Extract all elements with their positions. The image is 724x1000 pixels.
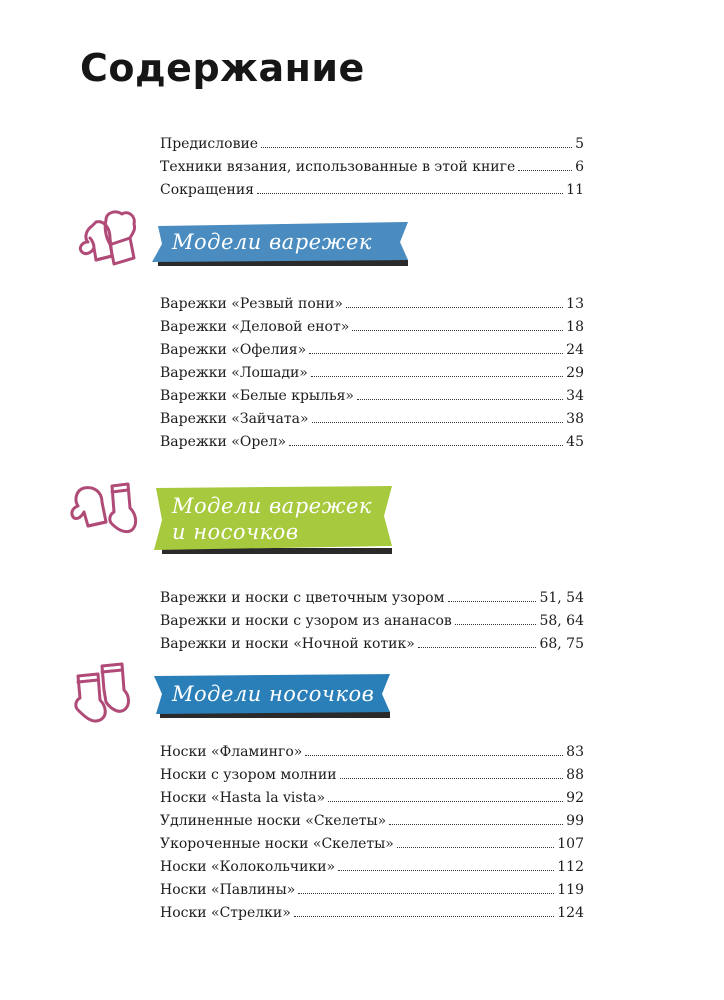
toc-entry-title: Варежки «Белые крылья» [160,388,354,404]
dot-leader [257,193,563,194]
toc-entry-title: Варежки и носки «Ночной котик» [160,636,415,652]
toc-entry-title: Варежки «Орел» [160,434,287,450]
section-banner-mittens-and-socks [152,486,392,554]
toc-intro-list [160,133,584,202]
toc-entry-title: Носки «Колокольчики» [160,859,336,875]
toc-entry[interactable] [160,856,584,879]
page-title: Содержание [80,46,365,90]
toc-entry-title: Варежки и носки с цветочным узором [160,590,445,606]
toc-entry[interactable] [160,741,584,764]
toc-entry-page: 13 [566,296,584,312]
dot-leader [518,170,572,171]
toc-entry-title: Предисловие [160,136,259,152]
toc-entry-page: 18 [566,319,584,335]
toc-section-socks [160,741,584,925]
toc-section-mittens-and-socks [160,587,584,656]
toc-entry-title: Варежки «Лошади» [160,365,308,381]
toc-entry[interactable] [160,179,584,202]
toc-entry-page: 45 [566,434,584,450]
toc-entry-title: Варежки «Резвый пони» [160,296,343,312]
toc-entry-page: 29 [566,365,584,381]
toc-entry[interactable] [160,633,584,656]
dot-leader [448,601,537,602]
dot-leader [397,847,554,848]
section-heading: Модели варежек [172,230,372,254]
dot-leader [298,893,554,894]
toc-entry[interactable] [160,431,584,454]
dot-leader [328,801,563,802]
toc-entry[interactable] [160,156,584,179]
mitten-and-sock-icon [66,478,144,538]
dot-leader [340,778,564,779]
dot-leader [294,916,554,917]
toc-entry-title: Носки «Hasta la vista» [160,790,326,806]
toc-entry[interactable] [160,764,584,787]
toc-entry-title: Носки «Стрелки» [160,905,291,921]
dot-leader [455,624,537,625]
section-banner-mittens [152,222,408,266]
dot-leader [357,399,563,400]
toc-entry-title: Укороченные носки «Скелеты» [160,836,394,852]
dot-leader [309,353,563,354]
toc-section-mittens [160,293,584,454]
toc-entry[interactable] [160,610,584,633]
toc-entry-page: 124 [557,905,584,921]
toc-entry-page: 11 [566,182,584,198]
toc-entry[interactable] [160,587,584,610]
toc-entry-page: 6 [575,159,584,175]
dot-leader [261,147,572,148]
toc-entry[interactable] [160,316,584,339]
socks-icon [68,660,140,726]
toc-entry-page: 51, 54 [539,590,584,606]
section-heading-line-2: и носочков [172,520,299,544]
toc-entry-page: 92 [566,790,584,806]
toc-entry[interactable] [160,787,584,810]
toc-entry-page: 99 [566,813,584,829]
toc-entry-title: Удлиненные носки «Скелеты» [160,813,387,829]
toc-entry[interactable] [160,408,584,431]
section-banner-socks [152,674,390,718]
toc-entry-page: 83 [566,744,584,760]
dot-leader [305,755,563,756]
toc-entry-page: 58, 64 [539,613,584,629]
toc-entry-page: 5 [575,136,584,152]
toc-entry[interactable] [160,902,584,925]
section-heading-line-1: Модели варежек [172,494,372,518]
toc-entry-page: 119 [557,882,584,898]
toc-entry-title: Варежки «Зайчата» [160,411,309,427]
toc-entry[interactable] [160,293,584,316]
toc-entry-page: 88 [566,767,584,783]
dot-leader [312,422,564,423]
dot-leader [289,445,563,446]
toc-entry-title: Сокращения [160,182,254,198]
dot-leader [352,330,563,331]
toc-entry-page: 24 [566,342,584,358]
toc-entry-title: Техники вязания, использованные в этой книге [160,159,516,175]
toc-entry[interactable] [160,810,584,833]
dot-leader [389,824,563,825]
toc-entry[interactable] [160,385,584,408]
section-heading: Модели носочков [172,682,375,706]
toc-entry-title: Варежки «Деловой енот» [160,319,350,335]
toc-entry-title: Варежки «Офелия» [160,342,307,358]
toc-entry-page: 107 [557,836,584,852]
toc-entry[interactable] [160,833,584,856]
toc-entry-page: 112 [557,859,584,875]
toc-entry-page: 34 [566,388,584,404]
toc-entry-title: Носки с узором молнии [160,767,337,783]
toc-entry[interactable] [160,362,584,385]
toc-entry[interactable] [160,339,584,362]
dot-leader [418,647,537,648]
toc-entry-title: Носки «Павлины» [160,882,296,898]
toc-entry-page: 38 [566,411,584,427]
toc-entry[interactable] [160,879,584,902]
toc-entry-title: Варежки и носки с узором из ананасов [160,613,452,629]
toc-entry[interactable] [160,133,584,156]
mittens-icon [72,208,144,272]
dot-leader [311,376,563,377]
toc-entry-page: 68, 75 [539,636,584,652]
toc-entry-title: Носки «Фламинго» [160,744,303,760]
dot-leader [346,307,563,308]
dot-leader [338,870,554,871]
